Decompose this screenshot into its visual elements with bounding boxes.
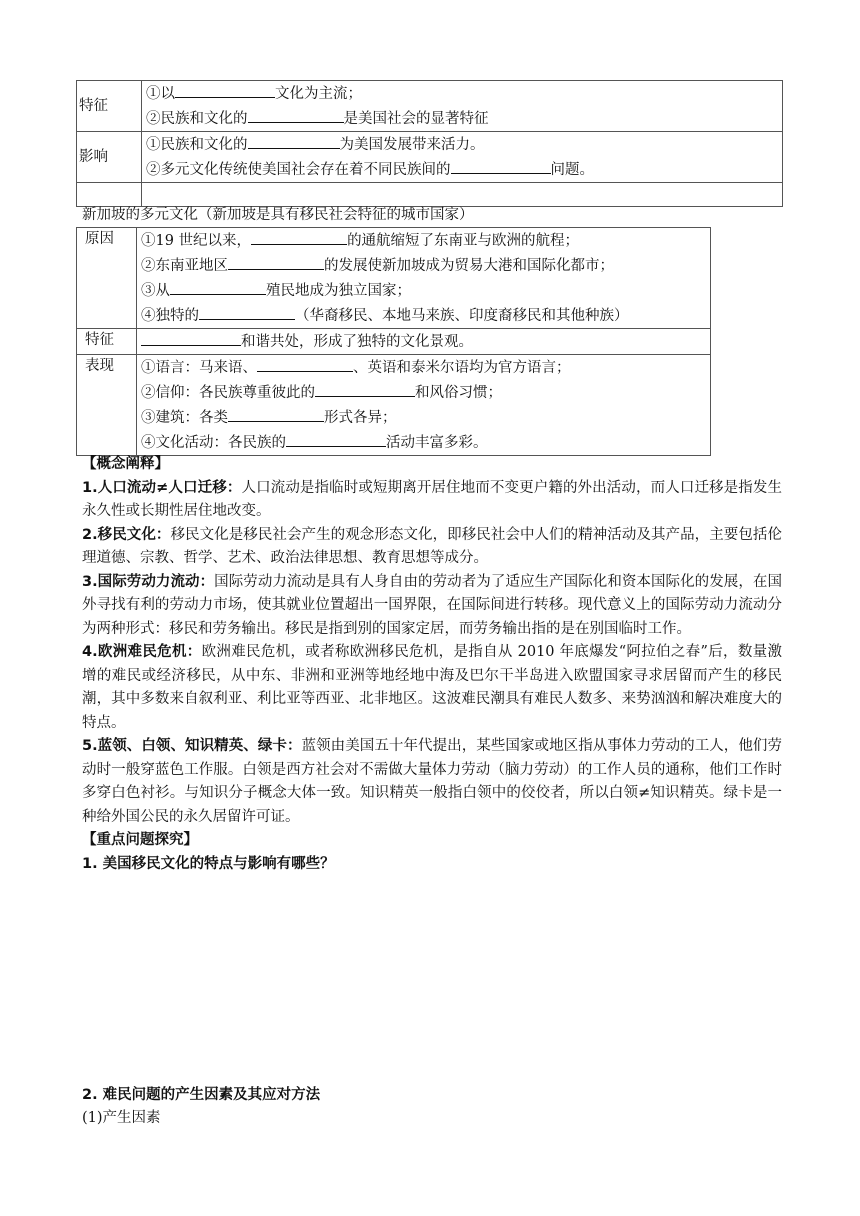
concept-item — [82, 735, 782, 829]
fill-blank[interactable] — [228, 405, 324, 422]
text: 问题。 — [550, 162, 594, 178]
text: 形式各异； — [324, 410, 397, 426]
concept-item — [82, 641, 782, 735]
concept-text: 移民文化是移民社会产生的观念形态文化，即移民社会中人们的精神活动及其产品，主要包括伦理道德、宗教、哲学、艺术、政治法律思想、教育思想等成分。 — [82, 526, 782, 566]
empty-cell — [142, 183, 783, 207]
row-label: 影响 — [77, 132, 142, 183]
text: ①19 世纪以来， — [141, 233, 252, 249]
row-label: 特征 — [77, 81, 142, 132]
fill-blank[interactable] — [141, 329, 241, 346]
table-row-empty — [77, 183, 783, 207]
fill-blank[interactable] — [248, 132, 340, 149]
section-header: 【重点问题探究】 — [82, 832, 198, 848]
fill-blank[interactable] — [175, 81, 275, 98]
fill-blank[interactable] — [199, 303, 295, 320]
text: ③建筑：各类 — [141, 410, 228, 426]
text: ②民族和文化的 — [146, 111, 248, 127]
us-culture-table — [76, 80, 783, 207]
fill-blank[interactable] — [257, 355, 353, 372]
question-2-sub: (1)产生因素 — [82, 1110, 161, 1126]
text: ④独特的 — [141, 308, 199, 324]
question-2: 2. 难民问题的产生因素及其应对方法 — [82, 1087, 321, 1103]
concept-term: 5.蓝领、白领、知识精英、绿卡： — [82, 738, 302, 754]
row-content — [137, 355, 711, 456]
table-row — [77, 228, 711, 329]
text: （华裔移民、本地马来族、印度裔移民和其他种族） — [295, 308, 629, 324]
fill-blank[interactable] — [251, 228, 347, 245]
singapore-caption: 新加坡的多元文化（新加坡是具有移民社会特征的城市国家） — [82, 207, 474, 223]
question-1: 1. 美国移民文化的特点与影响有哪些？ — [82, 855, 335, 872]
text: 为美国发展带来活力。 — [339, 137, 485, 153]
text: 和风俗习惯； — [415, 385, 502, 401]
text: 、英语和泰米尔语均为官方语言； — [353, 360, 571, 376]
row-content — [137, 329, 711, 355]
text: 的通航缩短了东南亚与欧洲的航程； — [347, 233, 580, 249]
text: ②多元文化传统使美国社会存在着不同民族间的 — [146, 162, 451, 178]
row-label: 特征 — [77, 329, 137, 355]
empty-cell — [77, 183, 142, 207]
section-header: 【概念阐释】 — [82, 456, 169, 472]
text: 殖民地成为独立国家； — [266, 283, 411, 299]
singapore-table — [76, 227, 711, 456]
concept-term: 2.移民文化： — [82, 526, 171, 543]
fill-blank[interactable] — [170, 278, 266, 295]
text: 文化为主流； — [275, 86, 362, 102]
text: ①以 — [146, 86, 175, 102]
text: 是美国社会的显著特征 — [343, 111, 489, 127]
concept-term: 3.国际劳动力流动： — [82, 573, 215, 590]
concept-text: 欧洲难民危机，或者称欧洲移民危机，是指自从 2010 年底爆发“阿拉伯之春”后，数量激增的难民或经济移民，从中东、非洲和亚洲等地经地中海及巴尔干半岛进入欧盟国家寻求居留而产生的移民潮，其中多数来自叙利亚、利比亚等西亚、北非地区。这波难民潮具有难民人数多、来势汹汹和解决难度大的特点。 — [82, 644, 782, 731]
concept-text: 国际劳动力流动是具有人身自由的劳动者为了适应生产国际化和资本国际化的发展，在国外寻找有利的劳动力市场，使其就业位置超出一国界限，在国际间进行转移。现代意义上的国际劳动力流动分为两种形式：移民和劳务输出。移民是指到别的国家定居，而劳务输出指的是在别国临时工作。 — [82, 573, 782, 637]
table-row — [77, 329, 711, 355]
fill-blank[interactable] — [286, 430, 386, 447]
concept-text: 人口流动是指临时或短期离开居住地而不变更户籍的外出活动，而人口迁移是指发生永久性或长期性居住地改变。 — [82, 479, 783, 519]
fill-blank[interactable] — [451, 157, 551, 174]
text: ①语言：马来语、 — [141, 360, 257, 376]
fill-blank[interactable] — [315, 380, 415, 397]
concept-text: 蓝领由美国五十年代提出，某些国家或地区指从事体力劳动的工人，他们劳动时一般穿蓝色工作服。白领是西方社会对不需做大量体力劳动（脑力劳动）的工作人员的通称，他们工作时多穿白色衬衫。与知识分子概念大体一致。知识精英一般指白领中的佼佼者，所以白领≠知识精英。绿卡是一种给外国公民的永久居留许可证。 — [82, 738, 782, 825]
concept-term: 4.欧洲难民危机： — [82, 644, 202, 660]
row-content — [137, 228, 711, 329]
text: ①民族和文化的 — [146, 137, 248, 153]
concept-item — [82, 477, 782, 524]
text: 活动丰富多彩。 — [386, 435, 488, 451]
table-row — [77, 81, 783, 132]
concept-item — [82, 524, 782, 571]
text: ④文化活动：各民族的 — [141, 435, 286, 451]
table-row — [77, 132, 783, 183]
row-label: 原因 — [77, 228, 137, 329]
row-content — [142, 81, 783, 132]
text: ②信仰：各民族尊重彼此的 — [141, 385, 315, 401]
concept-item — [82, 571, 782, 642]
concept-term: 1.人口流动≠人口迁移： — [82, 479, 242, 496]
fill-blank[interactable] — [228, 253, 324, 270]
row-label: 表现 — [77, 355, 137, 456]
text: ②东南亚地区 — [141, 258, 228, 274]
table-row — [77, 355, 711, 456]
text: 和谐共处，形成了独特的文化景观。 — [241, 334, 473, 350]
text: 的发展使新加坡成为贸易大港和国际化都市； — [324, 258, 614, 274]
fill-blank[interactable] — [248, 106, 344, 123]
text: ③从 — [141, 283, 170, 299]
concepts-section — [82, 453, 782, 876]
row-content — [142, 132, 783, 183]
